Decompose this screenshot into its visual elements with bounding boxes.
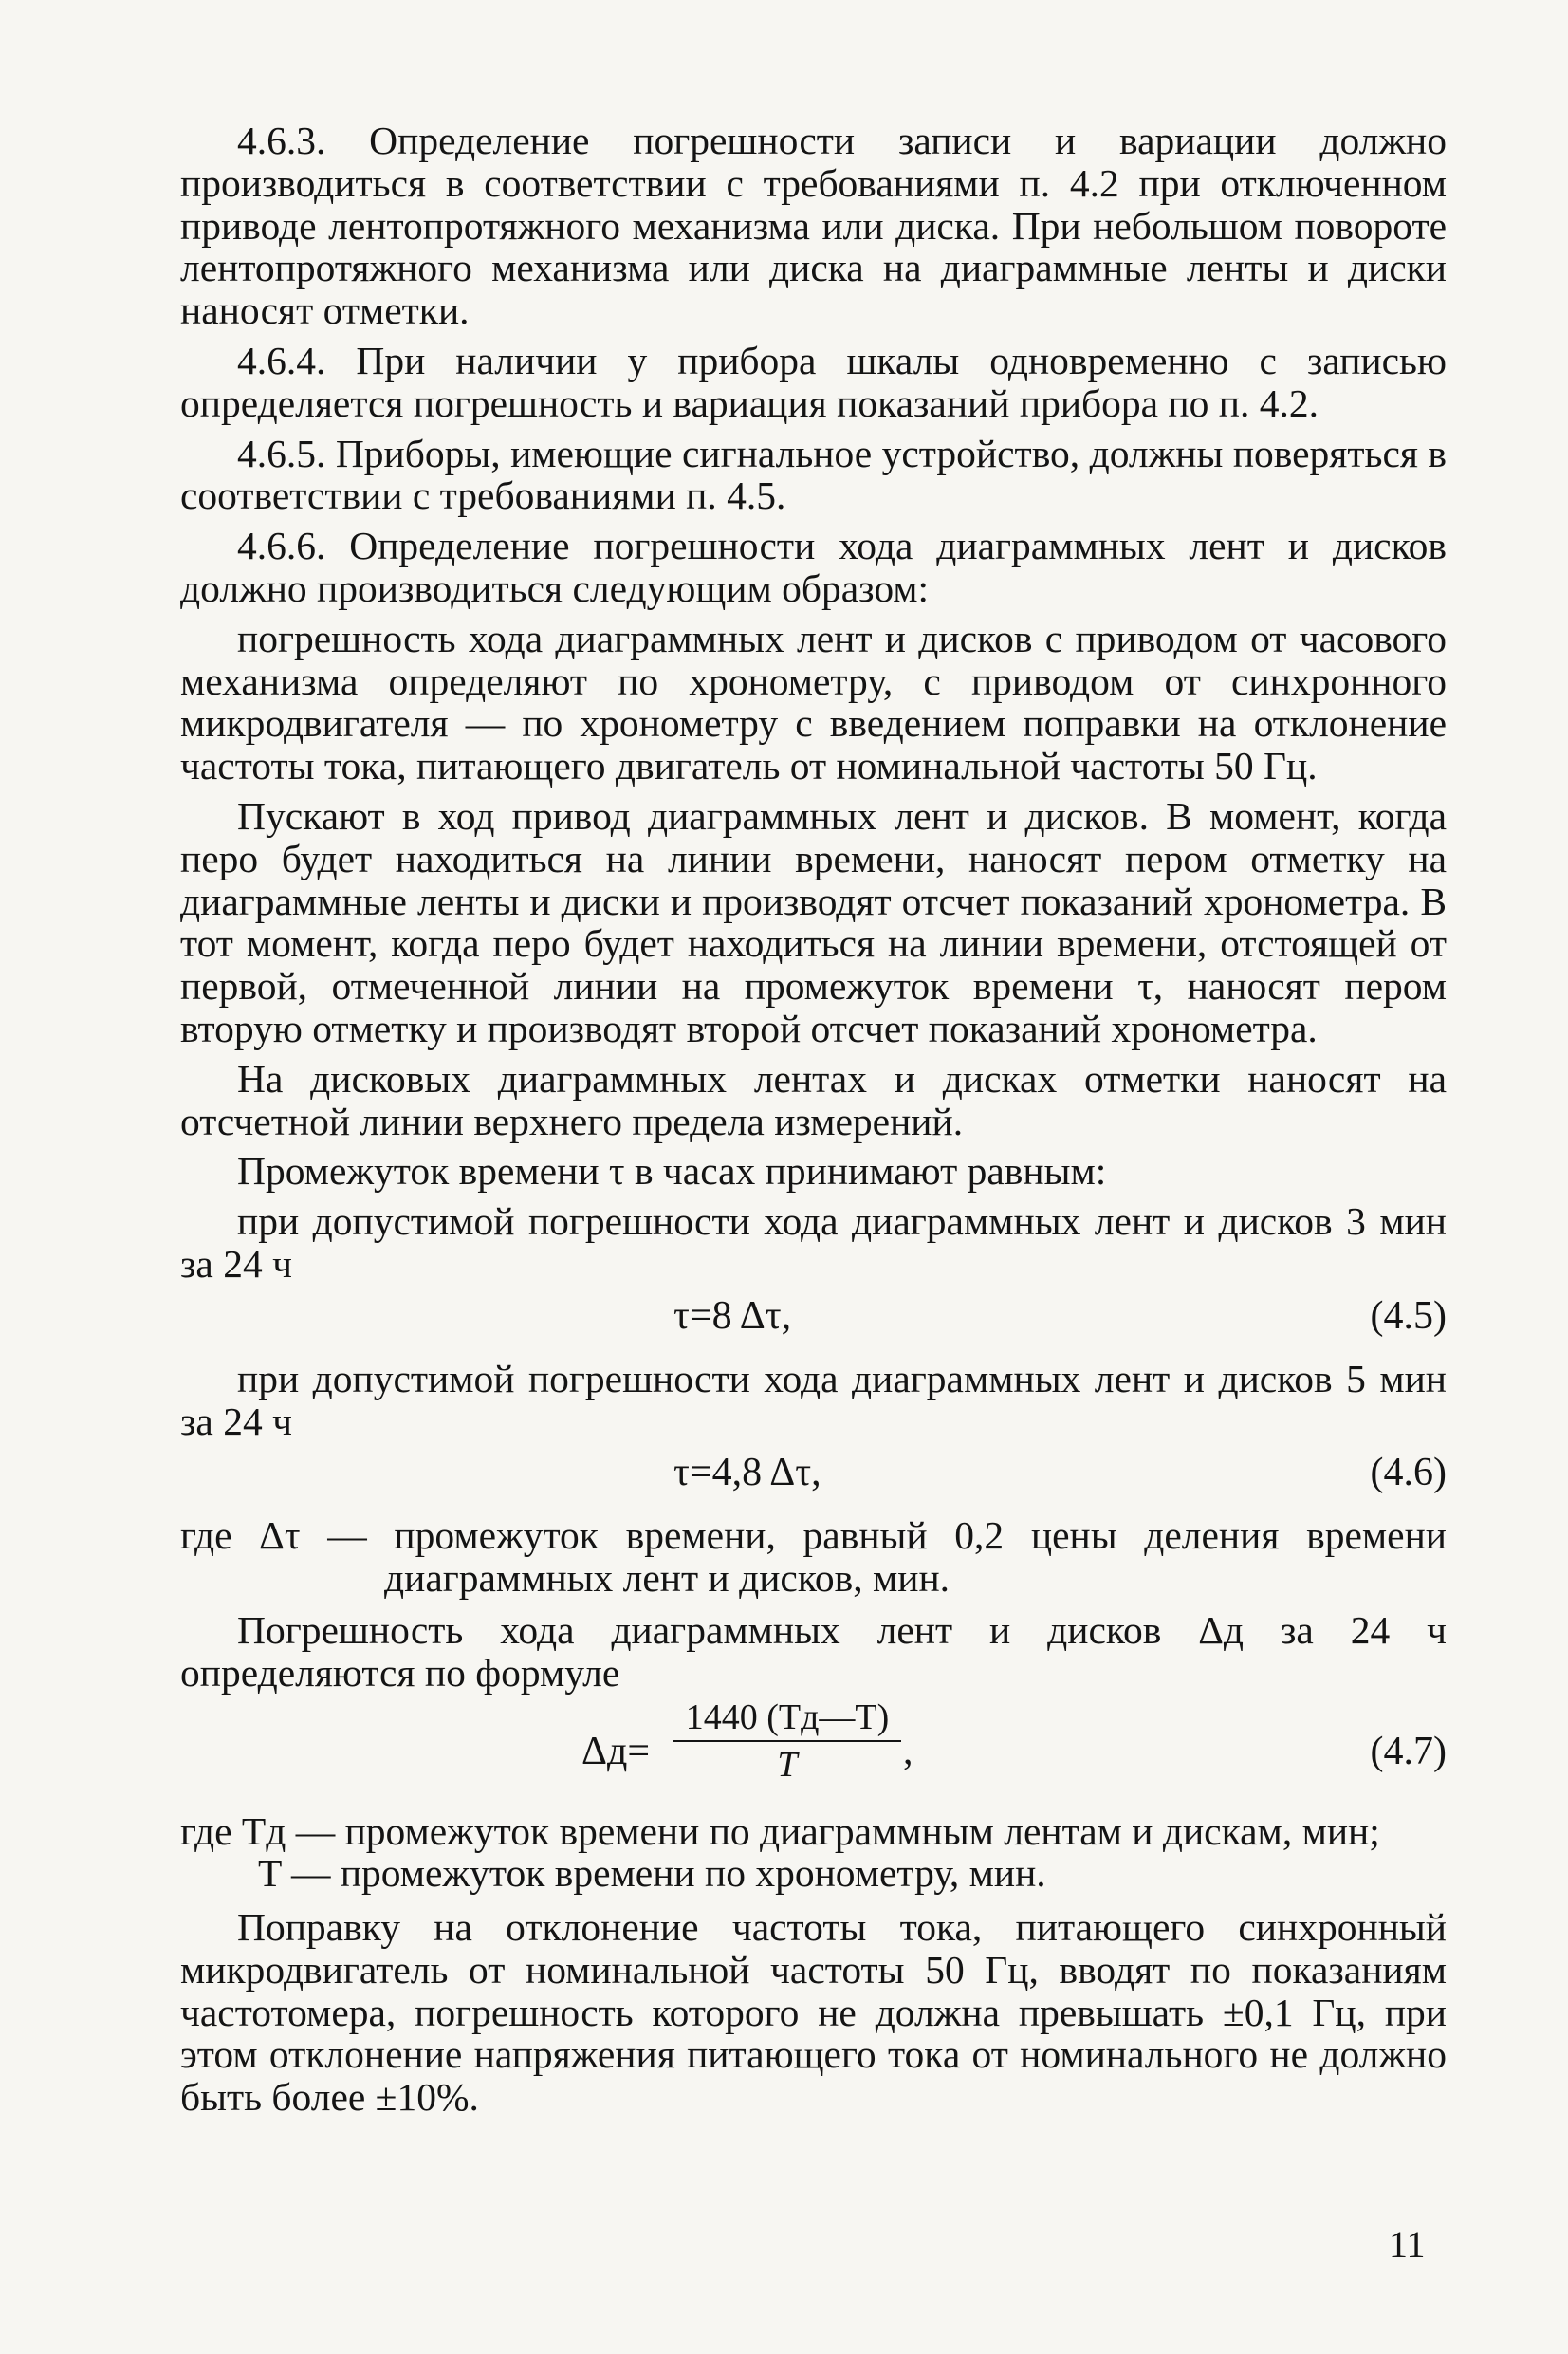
formula-4-6-expression: τ=4,8 Δτ,	[673, 1451, 821, 1495]
where-t: T — промежуток времени по хронометру, мин.	[258, 1851, 1046, 1896]
formula-4-5-expression: τ=8 Δτ,	[673, 1293, 792, 1338]
formula-4-7-denominator: T	[777, 1744, 798, 1785]
formula-4-5-number: (4.5)	[1370, 1293, 1447, 1338]
paragraph-4-6-5: 4.6.5. Приборы, имеющие сигнальное устройство, должны поверяться в соответствии с требованиями п. 4.5.	[180, 431, 1447, 518]
paragraph-case-5min: при допустимой погрешности хода диаграммных лент и дисков 5 мин за 24 ч	[180, 1356, 1447, 1443]
formula-4-7	[180, 1696, 1447, 1801]
where-delta-tau	[180, 1514, 1447, 1600]
paragraph-formula-intro: Погрешность хода диаграммных лент и дисков Δд за 24 ч определяются по формуле	[180, 1607, 1447, 1695]
formula-4-7-numerator: 1440 (Tд—T)	[685, 1696, 890, 1737]
where-delta-tau-lead: где Δτ	[180, 1513, 301, 1558]
paragraph-4-6-3: 4.6.3. Определение погрешности записи и вариации должно производиться в соответствии с требованиями п. 4.2 при отключенном приводе лентопротяжного механизма или диска. При небольшом повороте лентопротяжного механизма или диска на диаграммные ленты и диски наносят отметки.	[180, 119, 1447, 333]
paragraph-case-3min: при допустимой погрешности хода диаграммных лент и дисков 3 мин за 24 ч	[180, 1199, 1447, 1286]
paragraph-4-6-6: 4.6.6. Определение погрешности хода диаграммных лент и дисков должно производиться следующим образом:	[180, 524, 1447, 610]
formula-4-7-comma: ,	[903, 1729, 913, 1773]
document-page	[180, 120, 1447, 2126]
where-delta-tau-text: — промежуток времени, равный 0,2 цены деления времени диаграммных лент и дисков, мин.	[300, 1513, 1447, 1601]
paragraph-error-definition: погрешность хода диаграммных лент и дисков с приводом от часового механизма определяют по хронометру, с приводом от синхронного микродвигателя — по хронометру с введением поправки на отклонение частоты тока, питающего двигатель от номинальной частоты 50 Гц.	[180, 616, 1447, 788]
fraction-bar	[673, 1740, 901, 1742]
paragraph-disk-marks: На дисковых диаграммных лентах и дисках отметки наносят на отсчетной линии верхнего предела измерений.	[180, 1056, 1447, 1143]
formula-4-5	[180, 1291, 1447, 1344]
page-number: 11	[1389, 2223, 1426, 2266]
paragraph-procedure: Пускают в ход привод диаграммных лент и дисков. В момент, когда перо будет находиться на линии времени, наносят пером отметку на диаграммные ленты и диски и производят отсчет показаний хронометра. В тот момент, когда перо будет находиться на линии времени, отстоящей от первой, отмеченной линии на промежуток времени τ, наносят пером вторую отметку и производят второй отсчет показаний хронометра.	[180, 793, 1447, 1050]
formula-4-7-fraction	[673, 1696, 901, 1784]
formula-4-6-number: (4.6)	[1370, 1451, 1447, 1495]
paragraph-frequency-correction: Поправку на отклонение частоты тока, питающего синхронный микродвигатель от номинальной частоты 50 Гц, вводят по показаниям частотомера, погрешность которого не должна превышать ±0,1 Гц, при этом отклонение напряжения питающего тока от номинального не должно быть более ±10%.	[180, 1905, 1447, 2120]
formula-4-7-number: (4.7)	[1370, 1729, 1447, 1773]
paragraph-4-6-4: 4.6.4. При наличии у прибора шкалы одновременно с записью определяется погрешность и вариация показаний прибора по п. 4.2.	[180, 338, 1447, 425]
paragraph-interval-intro: Промежуток времени τ в часах принимают равным:	[237, 1149, 1107, 1194]
formula-4-6	[180, 1448, 1447, 1501]
where-t-d: где Tд — промежуток времени по диаграммным лентам и дискам, мин;	[180, 1808, 1380, 1853]
formula-4-7-lhs: Δд=	[581, 1729, 651, 1773]
